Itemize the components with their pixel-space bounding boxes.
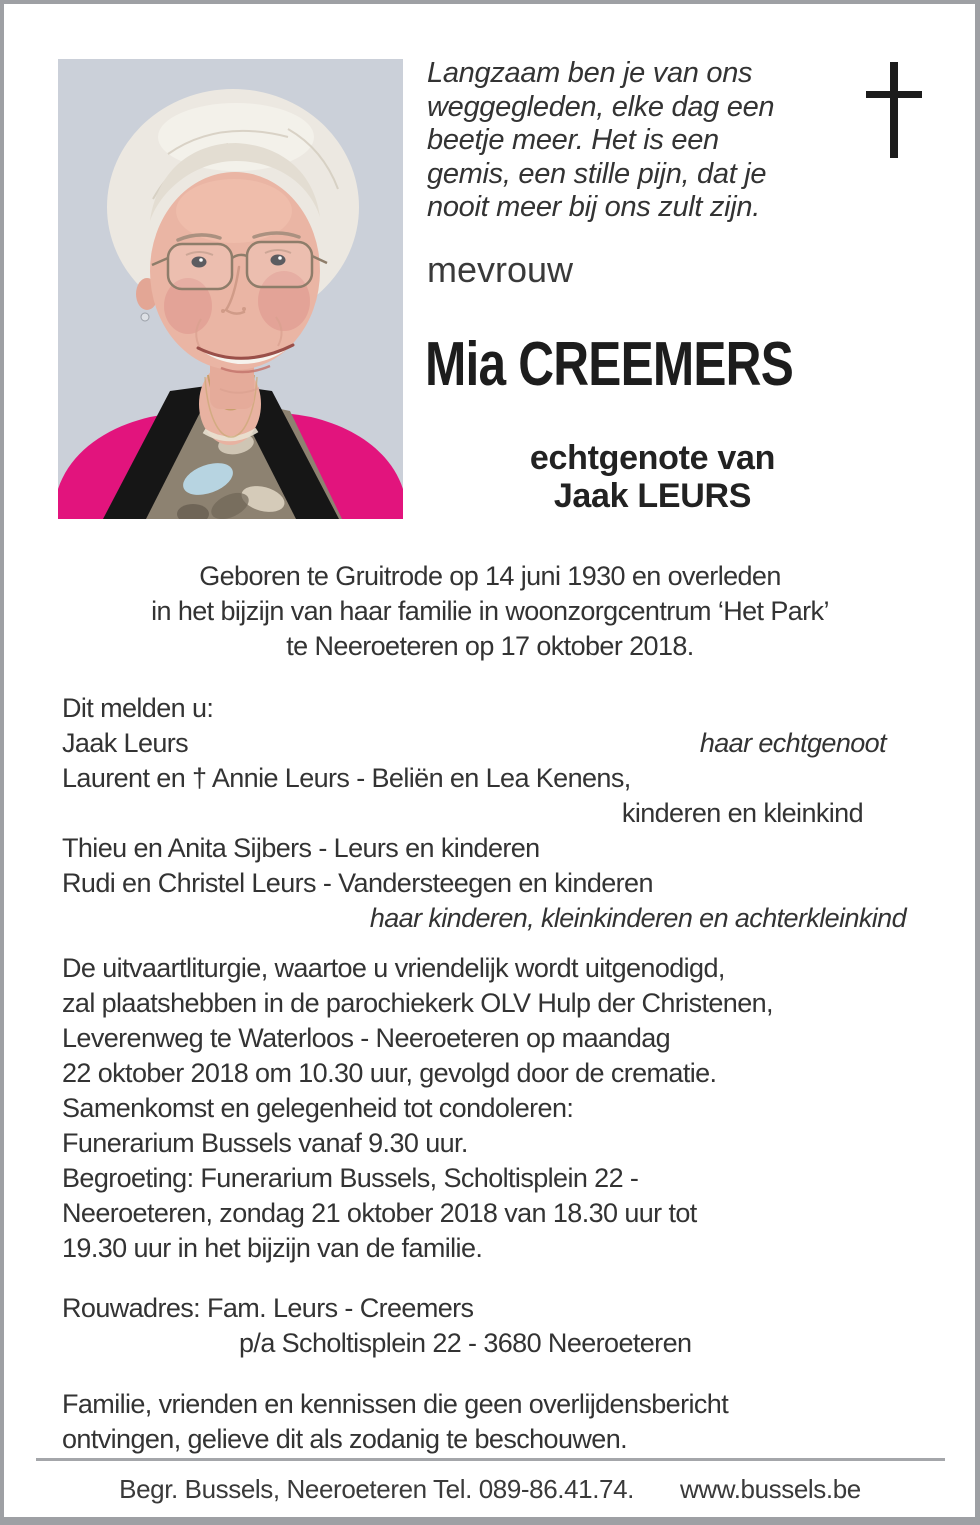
page-border-top bbox=[0, 0, 980, 4]
family-row bbox=[62, 796, 908, 831]
family-row bbox=[62, 761, 908, 796]
funeral-line: Begroeting: Funerarium Bussels, Scholtisplein 22 - bbox=[62, 1163, 639, 1193]
page-border-right bbox=[975, 0, 980, 1525]
quote-line: weggegleden, elke dag een bbox=[427, 90, 775, 123]
quote-line: gemis, een stille pijn, dat je bbox=[427, 157, 767, 190]
funeral-line: 22 oktober 2018 om 10.30 uur, gevolgd door de crematie. bbox=[62, 1058, 717, 1088]
quote-line: Langzaam ben je van ons bbox=[427, 57, 753, 89]
funeral-line: De uitvaartliturgie, waartoe u vriendelijk wordt uitgenodigd, bbox=[62, 953, 725, 983]
mourning-address-line: Rouwadres: Fam. Leurs - Creemers bbox=[62, 1293, 474, 1323]
funeral-line: Leverenweg te Waterloos - Neeroeteren op maandag bbox=[62, 1023, 671, 1053]
spouse-name: Jaak LEURS bbox=[553, 477, 752, 515]
deceased-name: Mia CREEMERS bbox=[425, 330, 793, 399]
family-relation: haar echtgenoot bbox=[699, 728, 886, 758]
family-member: Thieu en Anita Sijbers - Leurs en kinderen bbox=[62, 833, 540, 863]
relation-line: echtgenote van bbox=[529, 439, 776, 477]
website-text: www.bussels.be bbox=[680, 1474, 861, 1504]
divider-line bbox=[36, 1458, 945, 1461]
funeral-home-credit: Begr. Bussels, Neeroeteren Tel. 089-86.41.74. bbox=[119, 1474, 635, 1504]
family-relation: kinderen en kleinkind bbox=[621, 798, 863, 828]
page-border-bottom bbox=[0, 1517, 980, 1525]
cross-icon bbox=[866, 62, 922, 158]
opening-quote bbox=[427, 57, 774, 225]
funeral-line: 19.30 uur in het bijzijn van de familie. bbox=[62, 1233, 483, 1263]
funeral-line: zal plaatshebben in de parochiekerk OLV Hulp der Christenen, bbox=[62, 988, 773, 1018]
cross-vertical-bar bbox=[890, 62, 898, 158]
page-border-left bbox=[0, 0, 4, 1525]
funeral-line: Samenkomst en gelegenheid tot condoleren: bbox=[62, 1093, 574, 1123]
birth-death-line: te Neeroeteren op 17 oktober 2018. bbox=[286, 631, 694, 661]
portrait-photo bbox=[58, 59, 403, 519]
mourning-address-line: p/a Scholtisplein 22 - 3680 Neeroeteren bbox=[239, 1328, 692, 1358]
birth-death-line: Geboren te Gruitrode op 14 juni 1930 en overleden bbox=[199, 561, 781, 591]
notice-line: Familie, vrienden en kennissen die geen overlijdensbericht bbox=[62, 1389, 729, 1419]
family-row bbox=[62, 831, 908, 866]
announcement-intro: Dit melden u: bbox=[62, 693, 214, 723]
cross-horizontal-bar bbox=[866, 91, 922, 98]
general-notice bbox=[62, 1387, 728, 1457]
funeral-line: Neeroeteren, zondag 21 oktober 2018 van 18.30 uur tot bbox=[62, 1198, 697, 1228]
birth-death-statement bbox=[0, 559, 980, 664]
mourning-address bbox=[62, 1291, 691, 1361]
portrait-photo-illustration bbox=[58, 59, 403, 519]
funeral-details bbox=[62, 951, 773, 1266]
spouse-relation bbox=[425, 439, 880, 515]
quote-line: nooit meer bij ons zult zijn. bbox=[427, 191, 761, 223]
notice-line: ontvingen, gelieve dit als zodanig te beschouwen. bbox=[62, 1424, 628, 1454]
family-row bbox=[62, 901, 908, 936]
salutation: mevrouw bbox=[427, 249, 574, 290]
family-member: Rudi en Christel Leurs - Vandersteegen en kinderen bbox=[62, 868, 653, 898]
family-row bbox=[62, 866, 908, 901]
family-row bbox=[62, 726, 908, 761]
family-member: Jaak Leurs bbox=[62, 728, 189, 758]
footer bbox=[0, 1474, 980, 1504]
funeral-line: Funerarium Bussels vanaf 9.30 uur. bbox=[62, 1128, 468, 1158]
family-announcement bbox=[62, 691, 908, 936]
birth-death-line: in het bijzijn van haar familie in woonzorgcentrum ‘Het Park’ bbox=[151, 596, 829, 626]
family-member: Laurent en † Annie Leurs - Beliën en Lea Kenens, bbox=[62, 763, 631, 793]
quote-line: beetje meer. Het is een bbox=[427, 124, 719, 156]
family-relation: haar kinderen, kleinkinderen en achterkleinkind bbox=[369, 903, 906, 933]
